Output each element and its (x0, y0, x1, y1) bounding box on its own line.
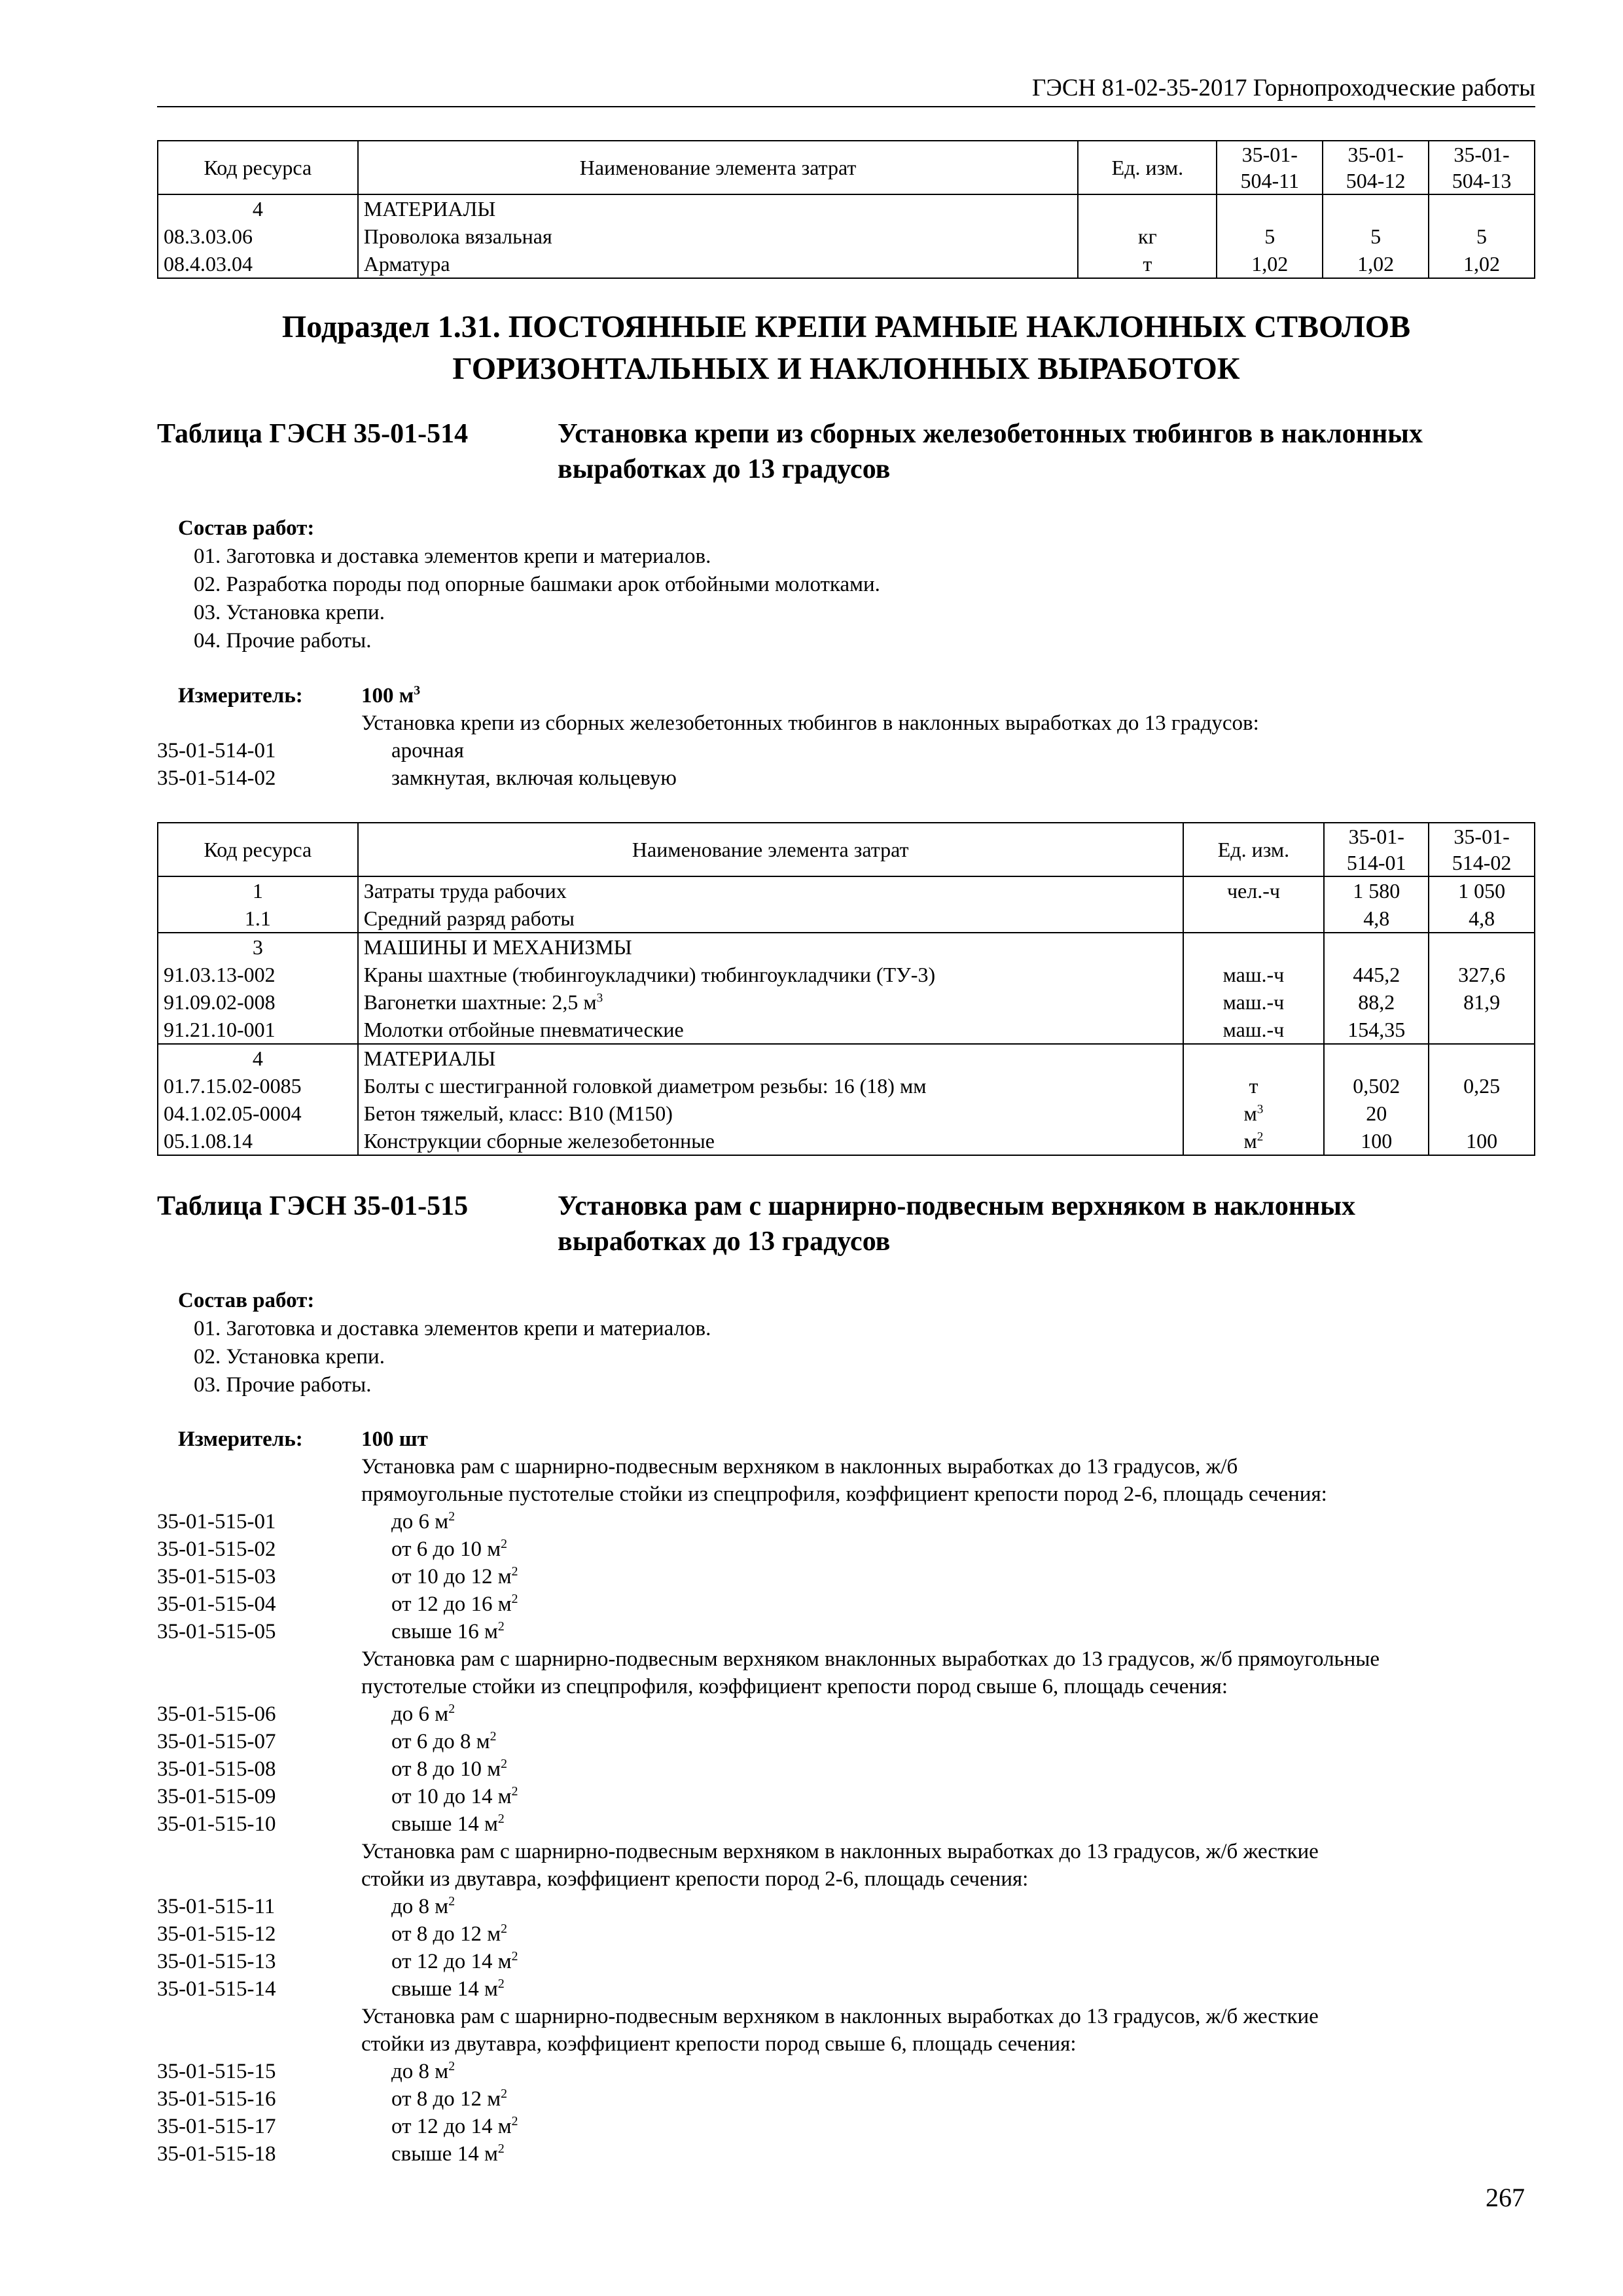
norm-value: 5 (1217, 223, 1323, 250)
norm-name: от 12 до 14 $м^2$ (391, 2114, 518, 2138)
works-item: 04. Прочие работы. (194, 629, 372, 653)
col-head-norm: 35-01- 504-11 (1217, 141, 1323, 194)
norm-value: 5 (1323, 223, 1429, 250)
norm-name: от 10 до 12 $м^2$ (391, 1564, 518, 1588)
norm-code: 35-01-515-08 (157, 1757, 276, 1781)
measure-label: Измеритель: (178, 1427, 303, 1451)
col-head-unit: Ед. изм. (1078, 141, 1217, 194)
running-header: ГЭСН 81-02-35-2017 Горнопроходческие работы (157, 73, 1535, 107)
table-title-line: Установка рам с шарнирно-подвесным верхняком в наклонных (558, 1191, 1356, 1221)
col-head-code: Код ресурса (158, 141, 358, 194)
norm-value (1323, 194, 1429, 223)
norm-code: 35-01-515-02 (157, 1537, 276, 1561)
norm-name: до 8 $м^2$ (391, 2059, 455, 2083)
works-list-515 (178, 1287, 711, 1399)
norm-value: 154,35 (1324, 1016, 1429, 1044)
resource-code: 08.4.03.04 (158, 250, 358, 278)
norm-code: 35-01-514-02 (157, 766, 276, 790)
resource-name: Болты с шестигранной головкой диаметром резьбы: 16 (18) мм (358, 1072, 1183, 1100)
measure-description: стойки из двутавра, коэффициент крепости пород 2-6, площадь сечения: (361, 1867, 1029, 1891)
col-head-norm: 35-01- 514-02 (1429, 823, 1535, 876)
norm-name: от 12 до 16 $м^2$ (391, 1592, 518, 1616)
norm-code: 35-01-515-10 (157, 1812, 276, 1836)
resource-unit (1078, 194, 1217, 223)
table-row (158, 1100, 1535, 1127)
norm-name: замкнутая, включая кольцевую (391, 766, 677, 790)
table-row (158, 961, 1535, 988)
table-title-line: Установка крепи из сборных железобетонных тюбингов в наклонных (558, 419, 1423, 449)
resource-unit (1183, 905, 1325, 933)
table-row (158, 933, 1535, 961)
norm-code: 35-01-515-04 (157, 1592, 276, 1616)
norm-code: 35-01-515-14 (157, 1977, 276, 2001)
resource-name: Краны шахтные (тюбингоукладчики) тюбингоукладчики (ТУ-3) (358, 961, 1183, 988)
norm-code: 35-01-515-16 (157, 2087, 276, 2111)
norm-value (1217, 194, 1323, 223)
resource-unit: маш.-ч (1183, 961, 1325, 988)
resource-code: 1.1 (158, 905, 358, 933)
norm-code: 35-01-515-18 (157, 2142, 276, 2166)
measure-description: Установка рам с шарнирно-подвесным верхняком в наклонных выработках до 13 градусов, ж/б жесткие (361, 2005, 1319, 2028)
norm-name: от 8 до 10 $м^2$ (391, 1757, 508, 1781)
norm-code: 35-01-515-01 (157, 1510, 276, 1534)
resource-code: 08.3.03.06 (158, 223, 358, 250)
measure-description: Установка рам с шарнирно-подвесным верхняком в наклонных выработках до 13 градусов, ж/б жесткие (361, 1840, 1319, 1863)
table-code: Таблица ГЭСН 35-01-514 (157, 419, 469, 449)
measure-description: прямоугольные пустотелые стойки из спецпрофиля, коэффициент крепости пород 2-6, площадь сечения: (361, 1482, 1327, 1506)
norm-value: 0,25 (1429, 1072, 1535, 1100)
norm-code: 35-01-515-13 (157, 1950, 276, 1973)
col-head-norm: 35-01- 514-01 (1324, 823, 1429, 876)
norm-code: 35-01-515-06 (157, 1702, 276, 1726)
norm-name: до 6 $м^2$ (391, 1702, 455, 1726)
resource-unit: кг (1078, 223, 1217, 250)
works-item: 03. Установка крепи. (194, 601, 385, 624)
resource-code: 4 (158, 1044, 358, 1072)
norm-name: свыше 14 $м^2$ (391, 2142, 505, 2166)
measure-block-515 (157, 1426, 1558, 2168)
subsection-line-1: Подраздел 1.31. ПОСТОЯННЫЕ КРЕПИ РАМНЫЕ НАКЛОННЫХ СТВОЛОВ (281, 310, 1411, 344)
measure-description: Установка крепи из сборных железобетонных тюбингов в наклонных выработках до 13 градусов: (361, 711, 1259, 735)
norm-value: 1 580 (1324, 876, 1429, 905)
subsection-line-2: ГОРИЗОНТАЛЬНЫХ И НАКЛОННЫХ ВЫРАБОТОК (452, 351, 1240, 386)
resource-name: МАШИНЫ И МЕХАНИЗМЫ (358, 933, 1183, 961)
resource-name: Проволока вязальная (358, 223, 1079, 250)
norm-value: 4,8 (1324, 905, 1429, 933)
resource-unit: чел.-ч (1183, 876, 1325, 905)
norm-code: 35-01-515-07 (157, 1730, 276, 1753)
resource-name: Затраты труда рабочих (358, 876, 1183, 905)
measure-description: Установка рам с шарнирно-подвесным верхняком внаклонных выработках до 13 градусов, ж/б прямоугольные (361, 1647, 1380, 1671)
works-item: 02. Разработка породы под опорные башмаки арок отбойными молотками. (194, 573, 880, 596)
norm-value (1429, 933, 1535, 961)
norm-value: 100 (1324, 1127, 1429, 1155)
resource-code: 91.09.02-008 (158, 988, 358, 1016)
works-item: 01. Заготовка и доставка элементов крепи и материалов. (194, 1317, 711, 1340)
norm-value: 445,2 (1324, 961, 1429, 988)
col-head-name: Наименование элемента затрат (358, 141, 1079, 194)
col-head-norm: 35-01- 504-13 (1429, 141, 1535, 194)
works-list-514 (178, 514, 880, 655)
resource-unit: маш.-ч (1183, 988, 1325, 1016)
table-row (158, 250, 1535, 278)
table-row (158, 223, 1535, 250)
norm-value (1429, 1016, 1535, 1044)
norm-code: 35-01-515-05 (157, 1620, 276, 1643)
norm-value: 0,502 (1324, 1072, 1429, 1100)
resource-name: Молотки отбойные пневматические (358, 1016, 1183, 1044)
resource-name: Вагонетки шахтные: 2,5 $м^3$ (358, 988, 1183, 1016)
col-head-name: Наименование элемента затрат (358, 823, 1183, 876)
table-title-line: выработках до 13 градусов (558, 454, 891, 484)
table-title (558, 416, 1539, 487)
norm-name: от 8 до 12 $м^2$ (391, 2087, 508, 2111)
norm-name: от 6 до 8 $м^2$ (391, 1729, 497, 1753)
norm-code: 35-01-515-15 (157, 2060, 276, 2083)
measure-label: Измеритель: (178, 684, 303, 708)
norm-code: 35-01-515-11 (157, 1895, 276, 1918)
norm-value: 1,02 (1429, 250, 1535, 278)
resource-table-514 (157, 822, 1535, 1156)
norm-code: 35-01-515-09 (157, 1785, 276, 1808)
table-title (558, 1189, 1539, 1259)
norm-value: 1 050 (1429, 876, 1535, 905)
resource-unit (1183, 933, 1325, 961)
norm-name: до 6 $м^2$ (391, 1509, 455, 1534)
table-row (158, 988, 1535, 1016)
norm-value (1429, 1044, 1535, 1072)
norm-name: до 8 $м^2$ (391, 1894, 455, 1918)
resource-name: МАТЕРИАЛЫ (358, 1044, 1183, 1072)
norm-value: 20 (1324, 1100, 1429, 1127)
measure-unit: 100 шт (361, 1427, 428, 1451)
resource-code: 91.03.13-002 (158, 961, 358, 988)
resource-unit (1183, 1044, 1325, 1072)
norm-name: свыше 14 $м^2$ (391, 1812, 505, 1836)
resource-name: Арматура (358, 250, 1079, 278)
measure-description: пустотелые стойки из спецпрофиля, коэффициент крепости пород свыше 6, площадь сечения: (361, 1675, 1228, 1698)
resource-code: 01.7.15.02-0085 (158, 1072, 358, 1100)
resource-unit: маш.-ч (1183, 1016, 1325, 1044)
norm-value (1324, 1044, 1429, 1072)
norm-name: свыше 14 $м^2$ (391, 1977, 505, 2001)
works-item: 01. Заготовка и доставка элементов крепи и материалов. (194, 545, 711, 568)
resource-name: Конструкции сборные железобетонные (358, 1127, 1183, 1155)
norm-value: 5 (1429, 223, 1535, 250)
resource-unit: $м^3$ (1183, 1100, 1325, 1127)
works-title: Состав работ: (178, 516, 315, 540)
subsection-heading (157, 306, 1535, 390)
table-code: Таблица ГЭСН 35-01-515 (157, 1191, 469, 1221)
norm-name: от 6 до 10 $м^2$ (391, 1537, 508, 1561)
resource-name: Средний разряд работы (358, 905, 1183, 933)
col-head-code: Код ресурса (158, 823, 358, 876)
page-number: 267 (1486, 2183, 1525, 2212)
resource-code: 04.1.02.05-0004 (158, 1100, 358, 1127)
resource-table-504 (157, 140, 1535, 279)
norm-value (1324, 933, 1429, 961)
measure-description: Установка рам с шарнирно-подвесным верхняком в наклонных выработках до 13 градусов, ж/б (361, 1455, 1238, 1479)
resource-unit: т (1183, 1072, 1325, 1100)
measure-unit: 100 $м^3$ (361, 683, 421, 708)
resource-code: 4 (158, 194, 358, 223)
table-row (158, 1072, 1535, 1100)
measure-block-514 (157, 682, 1558, 792)
col-head-unit: Ед. изм. (1183, 823, 1325, 876)
norm-value: 1,02 (1217, 250, 1323, 278)
table-row (158, 194, 1535, 223)
table-row (158, 1044, 1535, 1072)
resource-code: 3 (158, 933, 358, 961)
resource-unit: т (1078, 250, 1217, 278)
norm-code: 35-01-515-12 (157, 1922, 276, 1946)
norm-value (1429, 1100, 1535, 1127)
norm-value: 327,6 (1429, 961, 1535, 988)
table-row (158, 1127, 1535, 1155)
resource-code: 91.21.10-001 (158, 1016, 358, 1044)
table-row (158, 1016, 1535, 1044)
works-item: 02. Установка крепи. (194, 1345, 385, 1369)
table-row (158, 876, 1535, 905)
norm-name: от 8 до 12 $м^2$ (391, 1922, 508, 1946)
col-head-norm: 35-01- 504-12 (1323, 141, 1429, 194)
norm-value: 4,8 (1429, 905, 1535, 933)
resource-code: 05.1.08.14 (158, 1127, 358, 1155)
resource-name: МАТЕРИАЛЫ (358, 194, 1079, 223)
norm-value: 100 (1429, 1127, 1535, 1155)
resource-name: Бетон тяжелый, класс: B10 (М150) (358, 1100, 1183, 1127)
norm-code: 35-01-514-01 (157, 739, 276, 762)
works-item: 03. Прочие работы. (194, 1373, 372, 1397)
norm-value: 88,2 (1324, 988, 1429, 1016)
norm-code: 35-01-515-03 (157, 1565, 276, 1588)
table-row (158, 905, 1535, 933)
norm-name: от 10 до 14 $м^2$ (391, 1784, 518, 1808)
norm-value (1429, 194, 1535, 223)
measure-description: стойки из двутавра, коэффициент крепости пород свыше 6, площадь сечения: (361, 2032, 1077, 2056)
norm-value: 81,9 (1429, 988, 1535, 1016)
works-title: Состав работ: (178, 1289, 315, 1312)
table-title-line: выработках до 13 градусов (558, 1227, 891, 1257)
norm-name: свыше 16 $м^2$ (391, 1619, 505, 1643)
norm-value: 1,02 (1323, 250, 1429, 278)
resource-unit: $м^2$ (1183, 1127, 1325, 1155)
norm-code: 35-01-515-17 (157, 2115, 276, 2138)
norm-name: от 12 до 14 $м^2$ (391, 1949, 518, 1973)
norm-name: арочная (391, 739, 464, 762)
resource-code: 1 (158, 876, 358, 905)
